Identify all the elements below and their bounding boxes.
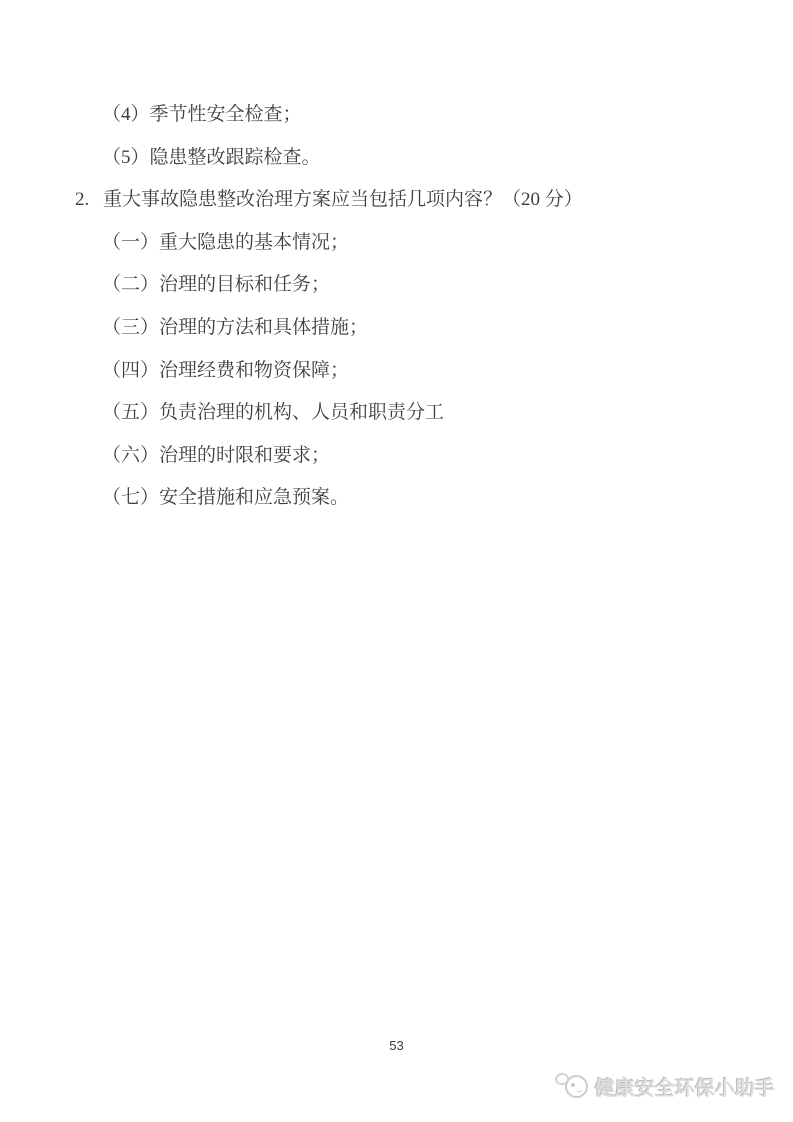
question-line [0,179,793,222]
mascot-face-icon [555,1071,589,1101]
answer-item-7: （七）安全措施和应急预案。 [102,487,350,509]
answer-item-6: （六）治理的时限和要求； [102,444,331,466]
answer-item-2: （二）治理的目标和任务； [102,274,331,296]
mascot-mouth [576,1088,583,1092]
mascot-eye [571,1083,575,1087]
watermark [555,1070,775,1102]
question-number: 2. [75,189,90,211]
question-text: 重大事故隐患整改治理方案应当包括几项内容？（20 分） [103,189,583,211]
list-item-5: （5）隐患整改跟踪检查。 [102,146,321,168]
answer-item-3: （三）治理的方法和具体措施； [102,316,369,338]
mascot-head [565,1075,588,1098]
answer-item-1: （一）重大隐患的基本情况； [102,231,350,253]
page-content [0,94,793,520]
watermark-text: 健康安全环保小助手 [595,1077,775,1100]
page-number: 53 [389,1038,404,1053]
answer-item-5: （五）负责治理的机构、人员和职责分工 [102,402,445,424]
answer-item-4: （四）治理经费和物资保障； [102,359,350,381]
list-item-4: （4）季节性安全检查； [102,104,302,125]
